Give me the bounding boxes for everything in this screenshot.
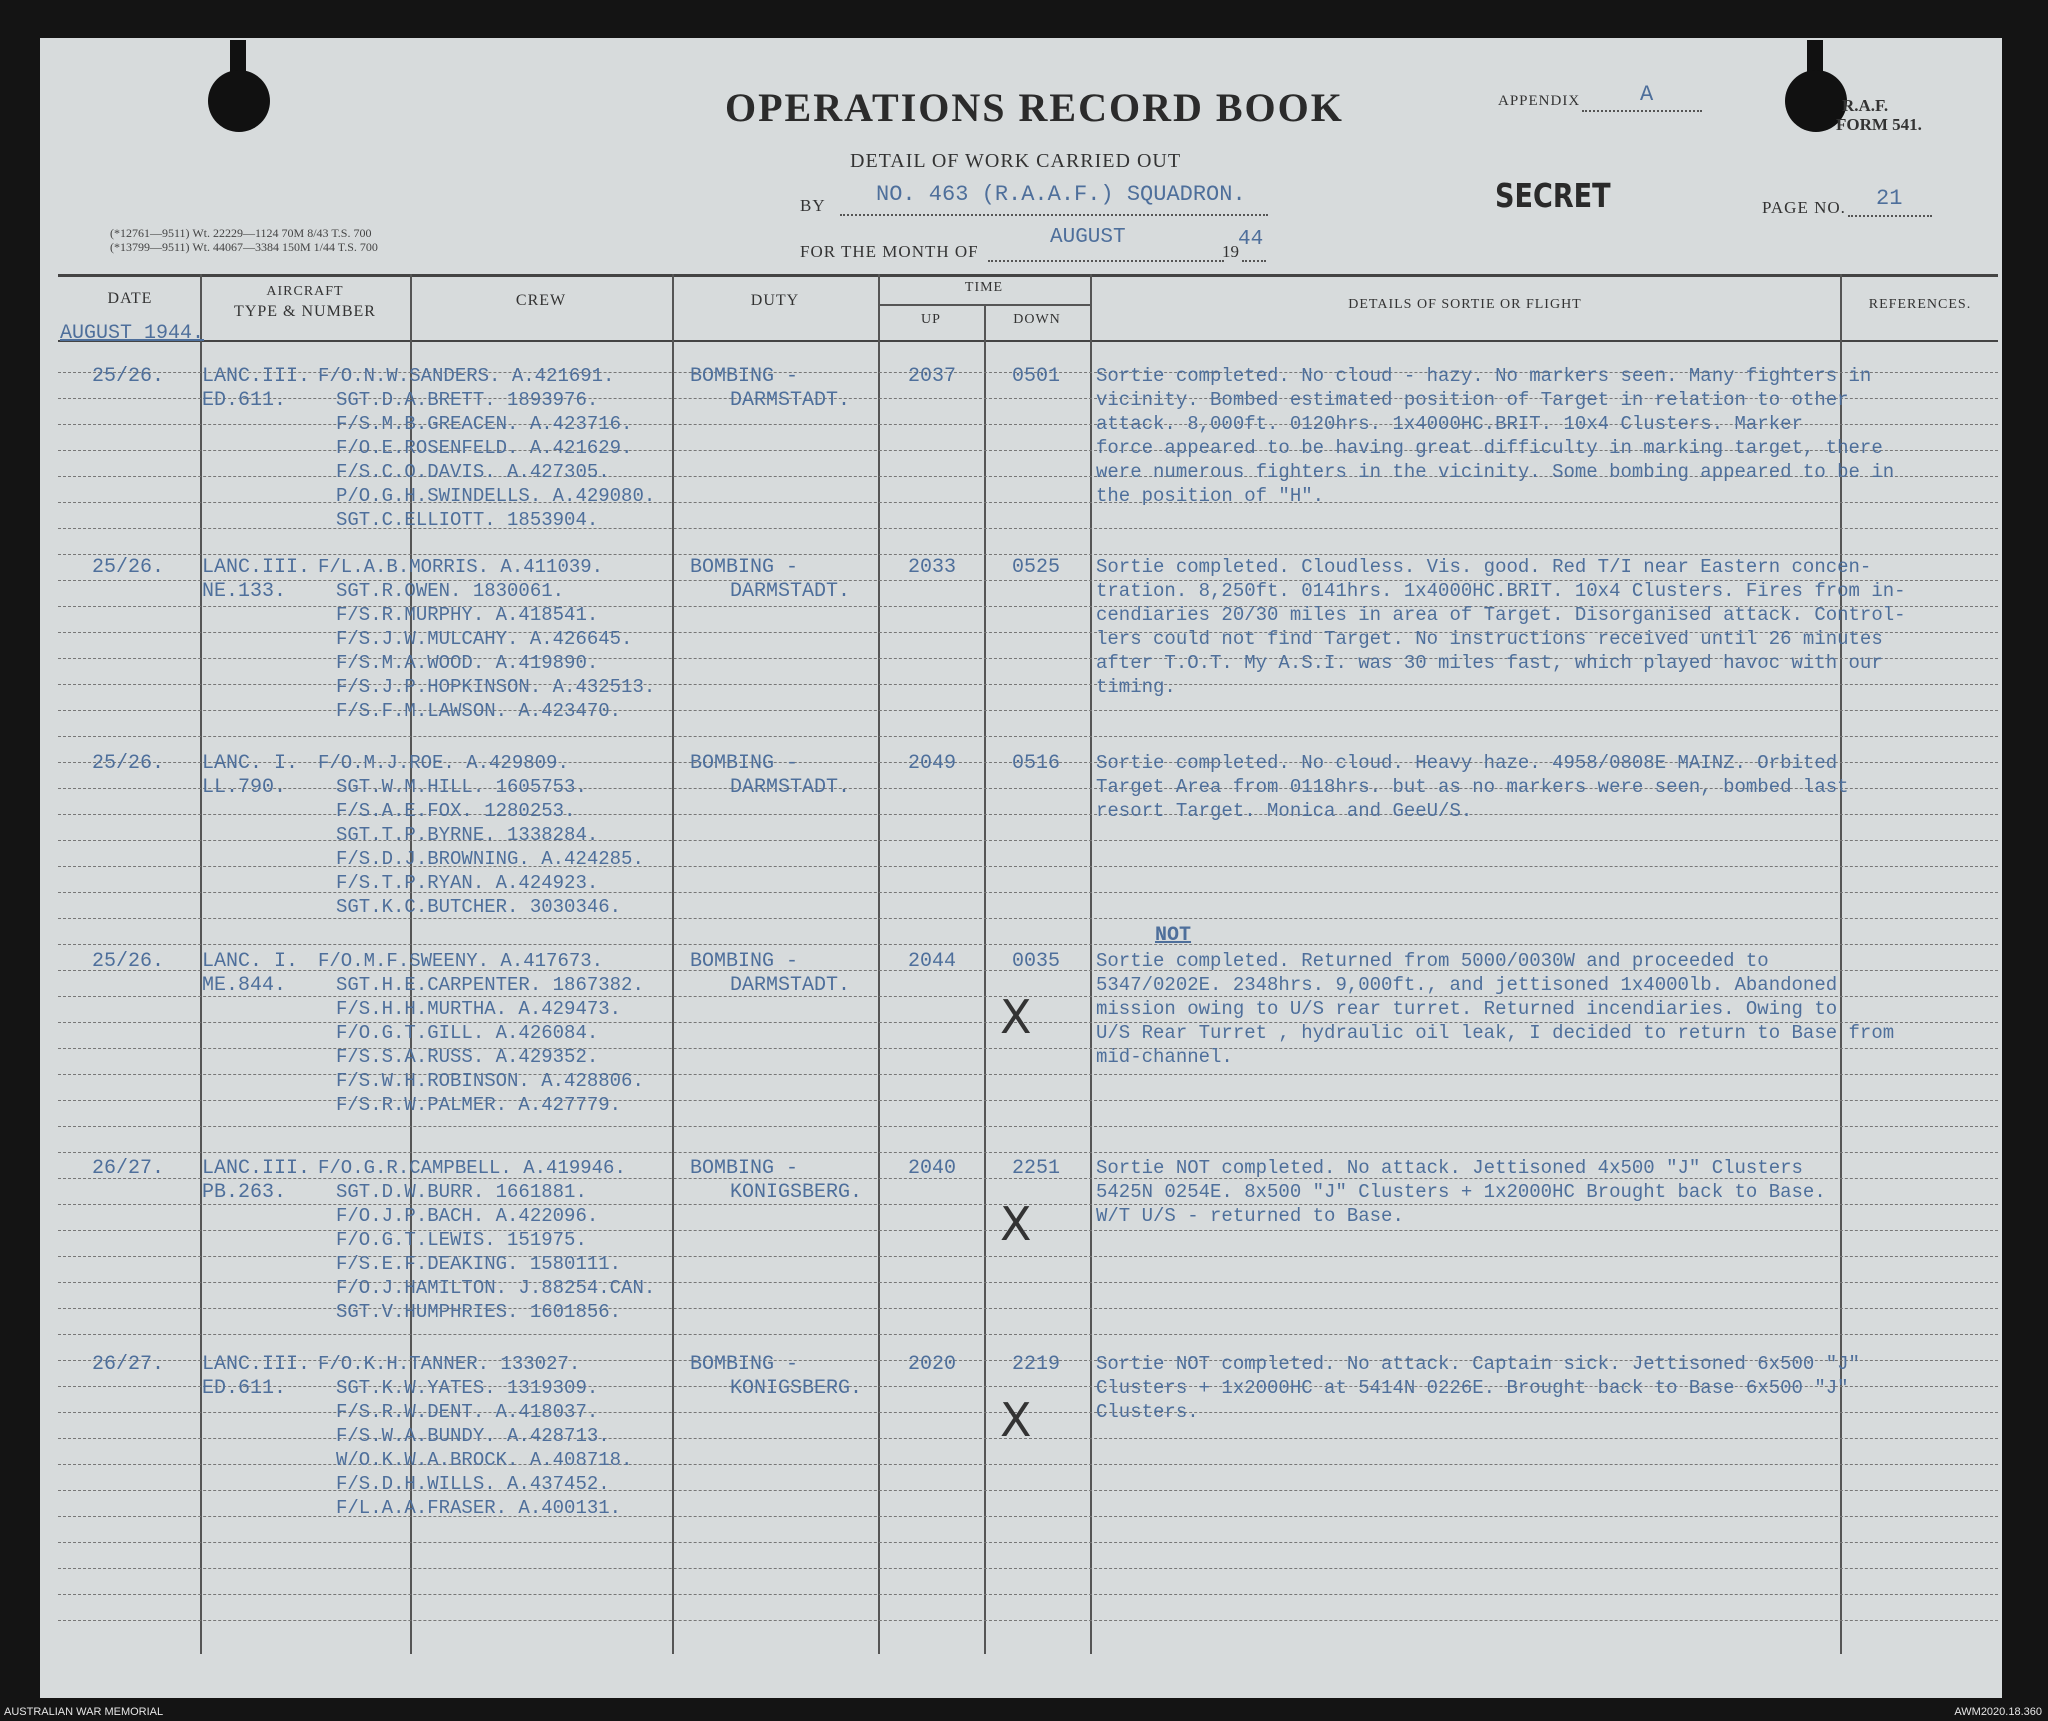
page-number-dots	[1848, 215, 1932, 217]
crew-member: P/O.G.H.SWINDELLS. A.429080.	[336, 485, 656, 507]
col-header-crew: CREW	[515, 292, 567, 309]
crew-member: F/S.M.B.GREACEN. A.423716.	[336, 413, 633, 435]
crew-member: SGT.D.A.BRETT. 1893976.	[336, 389, 599, 411]
details-line: 5347/0202E. 2348hrs. 9,000ft., and jettisoned 1x4000lb. Abandoned	[1096, 974, 1838, 996]
table-top-border	[58, 274, 1998, 277]
year-dots	[1242, 260, 1266, 262]
details-line: after T.O.T. My A.S.I. was 30 miles fast, which played havoc with our	[1096, 652, 1883, 674]
by-label: BY	[800, 196, 826, 215]
crew-member: F/S.C.O.DAVIS. A.427305.	[336, 461, 610, 483]
aircraft-line: ED.611.	[202, 1377, 287, 1400]
year-prefix: 19	[1222, 242, 1239, 261]
duty-line: BOMBING -	[690, 365, 799, 388]
ruled-line	[58, 944, 1998, 945]
time-up: 2020	[908, 1353, 957, 1376]
col-header-references: REFERENCES.	[1868, 297, 1972, 312]
details-line: Sortie NOT completed. No attack. Jettisoned 4x500 "J" Clusters	[1096, 1157, 1803, 1179]
crew-member: F/O.G.T.GILL. A.426084.	[336, 1022, 599, 1044]
time-up: 2049	[908, 752, 957, 775]
duty-line: BOMBING -	[690, 556, 799, 579]
details-line: Sortie NOT completed. No attack. Captain sick. Jettisoned 6x500 "J"	[1096, 1353, 1860, 1375]
duty-line: DARMSTADT.	[730, 776, 851, 799]
time-down: 0035	[1012, 950, 1061, 973]
aircraft-line: LANC. I.	[202, 950, 299, 973]
page-number-label: PAGE NO.	[1762, 198, 1846, 217]
time-up: 2037	[908, 365, 957, 388]
entry-date: 25/26.	[92, 752, 165, 775]
crew-member: F/O.G.R.CAMPBELL. A.419946.	[318, 1157, 626, 1179]
col-header-details: DETAILS OF SORTIE OR FLIGHT	[1348, 297, 1582, 312]
crew-member: F/O.M.J.ROE. A.429809.	[318, 752, 569, 774]
reference-mark: X	[1000, 1197, 1032, 1251]
col-divider-time	[984, 304, 986, 1654]
duty-line: KONIGSBERG.	[730, 1377, 863, 1400]
form-label-number: FORM 541.	[1836, 115, 1922, 134]
crew-member: F/O.N.W.SANDERS. A.421691.	[318, 365, 615, 387]
appendix-dots	[1582, 110, 1702, 112]
col-header-time: TIME	[964, 280, 1004, 295]
time-down: 2251	[1012, 1157, 1061, 1180]
footer-accession: AWM2020.18.360	[1954, 1706, 2042, 1718]
duty-line: DARMSTADT.	[730, 974, 851, 997]
duty-line: BOMBING -	[690, 1353, 799, 1376]
entry-date: 26/27.	[92, 1157, 165, 1180]
crew-member: SGT.V.HUMPHRIES. 1601856.	[336, 1301, 622, 1323]
ruled-line	[58, 1126, 1998, 1127]
secret-stamp: SECRET	[1495, 176, 1611, 215]
print-code-line-2: (*13799—9511) Wt. 44067—3384 150M 1/44 T.S. 700	[110, 240, 378, 254]
month-value: AUGUST	[1050, 226, 1126, 249]
page-subtitle: DETAIL OF WORK CARRIED OUT	[850, 150, 1182, 172]
crew-member: F/O.K.H.TANNER. 133027.	[318, 1353, 581, 1375]
crew-member: F/S.H.H.MURTHA. A.429473.	[336, 998, 622, 1020]
crew-member: F/S.R.W.PALMER. A.427779.	[336, 1094, 622, 1116]
header-bottom-border	[58, 340, 1998, 342]
crew-member: SGT.K.C.BUTCHER. 3030346.	[336, 896, 622, 918]
aircraft-line: LANC.III.	[202, 1157, 311, 1180]
col-header-date: DATE	[107, 290, 153, 307]
crew-member: F/S.E.F.DEAKING. 1580111.	[336, 1253, 622, 1275]
squadron-value: NO. 463 (R.A.A.F.) SQUADRON.	[876, 182, 1246, 207]
entry-date: 25/26.	[92, 950, 165, 973]
details-line: W/T U/S - returned to Base.	[1096, 1205, 1404, 1227]
crew-member: SGT.T.P.BYRNE. 1338284.	[336, 824, 599, 846]
time-up: 2033	[908, 556, 957, 579]
crew-member: F/S.F.M.LAWSON. A.423470.	[336, 700, 622, 722]
month-label: FOR THE MONTH OF	[800, 242, 979, 261]
time-down: 0516	[1012, 752, 1061, 775]
details-line: mid-channel.	[1096, 1046, 1233, 1068]
crew-member: SGT.W.M.HILL. 1605753.	[336, 776, 587, 798]
aircraft-line: LANC. I.	[202, 752, 299, 775]
details-line: Sortie completed. No cloud. Heavy haze. 4958/0808E MAINZ. Orbited	[1096, 752, 1838, 774]
period-heading: AUGUST 1944.	[60, 322, 205, 345]
crew-member: F/S.W.H.ROBINSON. A.428806.	[336, 1070, 644, 1092]
ruled-line	[58, 1568, 1998, 1569]
col-header-duty: DUTY	[750, 292, 800, 309]
crew-member: F/S.R.MURPHY. A.418541.	[336, 604, 599, 626]
details-line: attack. 8,000ft. 0120hrs. 1x4000HC.BRIT. 10x4 Clusters. Marker	[1096, 413, 1803, 435]
crew-member: F/S.D.H.WILLS. A.437452.	[336, 1473, 610, 1495]
details-line: Sortie completed. Cloudless. Vis. good. Red T/I near Eastern concen-	[1096, 556, 1872, 578]
aircraft-line: NE.133.	[202, 580, 287, 603]
by-dots	[840, 214, 1268, 216]
crew-member: W/O.K.W.A.BROCK. A.408718.	[336, 1449, 633, 1471]
aircraft-line: ED.611.	[202, 389, 287, 412]
col-header-aircraft-type: TYPE & NUMBER	[234, 303, 376, 320]
crew-member: F/S.M.A.WOOD. A.419890.	[336, 652, 599, 674]
ruled-line	[58, 736, 1998, 737]
year-value: 44	[1238, 228, 1264, 251]
print-code-line-1: (*12761—9511) Wt. 22229—1124 70M 8/43 T.S. 700	[110, 226, 372, 240]
crew-member: F/L.A.A.FRASER. A.400131.	[336, 1497, 622, 1519]
crew-member: SGT.H.E.CARPENTER. 1867382.	[336, 974, 644, 996]
ruled-line	[58, 918, 1998, 919]
details-line: Clusters.	[1096, 1401, 1199, 1423]
entry-date: 25/26.	[92, 556, 165, 579]
ruled-line	[58, 1620, 1998, 1621]
aircraft-line: LL.790.	[202, 776, 287, 799]
ruled-line	[58, 1594, 1998, 1595]
footer-credit: AUSTRALIAN WAR MEMORIAL	[4, 1706, 164, 1718]
duty-line: BOMBING -	[690, 950, 799, 973]
time-down: 0525	[1012, 556, 1061, 579]
time-down: 0501	[1012, 365, 1061, 388]
crew-member: F/O.J.HAMILTON. J.88254.CAN.	[336, 1277, 656, 1299]
details-line: tration. 8,250ft. 0141hrs. 1x4000HC.BRIT. 10x4 Clusters. Fires from in-	[1096, 580, 1906, 602]
col-header-down: DOWN	[1013, 312, 1061, 327]
details-line: vicinity. Bombed estimated position of Target in relation to other	[1096, 389, 1849, 411]
details-line: 5425N 0254E. 8x500 "J" Clusters + 1x2000HC Brought back to Base.	[1096, 1181, 1826, 1203]
crew-member: F/S.R.W.DENT. A.418037.	[336, 1401, 599, 1423]
crew-member: F/S.A.E.FOX. 1280253.	[336, 800, 576, 822]
details-line: force appeared to be having great difficulty in marking target, there	[1096, 437, 1883, 459]
details-line: Target Area from 0118hrs. but as no markers were seen, bombed last	[1096, 776, 1849, 798]
aircraft-line: LANC.III.	[202, 1353, 311, 1376]
col-divider-down	[1090, 274, 1092, 1654]
crew-member: SGT.D.W.BURR. 1661881.	[336, 1181, 587, 1203]
details-line: Sortie completed. No cloud - hazy. No markers seen. Many fighters in	[1096, 365, 1872, 387]
entry-date: 26/27.	[92, 1353, 165, 1376]
crew-member: F/S.T.P.RYAN. A.424923.	[336, 872, 599, 894]
appendix-value: A	[1640, 82, 1654, 107]
reference-mark: X	[1000, 1393, 1032, 1447]
col-divider-duty	[878, 274, 880, 1654]
crew-member: F/O.J.P.BACH. A.422096.	[336, 1205, 599, 1227]
binder-hole-left	[208, 70, 270, 132]
details-line: were numerous fighters in the vicinity. Some bombing appeared to be in	[1096, 461, 1895, 483]
ruled-line	[58, 1152, 1998, 1153]
crew-member: SGT.C.ELLIOTT. 1853904.	[336, 509, 599, 531]
crew-member: F/O.E.ROSENFELD. A.421629.	[336, 437, 633, 459]
crew-member: F/S.W.A.BUNDY. A.428713.	[336, 1425, 610, 1447]
col-header-up: UP	[921, 312, 941, 327]
duty-line: BOMBING -	[690, 1157, 799, 1180]
crew-member: F/L.A.B.MORRIS. A.411039.	[318, 556, 604, 578]
appendix-label: APPENDIX	[1498, 93, 1581, 109]
aircraft-line: LANC.III.	[202, 365, 311, 388]
duty-line: DARMSTADT.	[730, 389, 851, 412]
ruled-line	[58, 554, 1998, 555]
details-line: mission owing to U/S rear turret. Returned incendiaries. Owing to	[1096, 998, 1838, 1020]
details-line: resort Target. Monica and GeeU/S.	[1096, 800, 1473, 822]
details-line: cendiaries 20/30 miles in area of Target. Disorganised attack. Control-	[1096, 604, 1906, 626]
time-up: 2040	[908, 1157, 957, 1180]
aircraft-line: PB.263.	[202, 1181, 287, 1204]
col-divider-crew	[672, 274, 674, 1654]
reference-mark: X	[1000, 990, 1032, 1044]
crew-member: SGT.K.W.YATES. 1319309.	[336, 1377, 599, 1399]
details-line: the position of "H".	[1096, 485, 1325, 507]
entry-date: 25/26.	[92, 365, 165, 388]
crew-member: F/S.S.A.RUSS. A.429352.	[336, 1046, 599, 1068]
time-down: 2219	[1012, 1353, 1061, 1376]
details-line: Clusters + 1x2000HC at 5414N 0226E. Brought back to Base 6x500 "J"	[1096, 1377, 1849, 1399]
aircraft-line: LANC.III.	[202, 556, 311, 579]
details-line: lers could not find Target. No instructions received until 26 minutes	[1096, 628, 1883, 650]
annotation-not: NOT	[1155, 924, 1192, 947]
duty-line: KONIGSBERG.	[730, 1181, 863, 1204]
crew-member: SGT.R.OWEN. 1830061.	[336, 580, 565, 602]
crew-member: F/O.G.T.LEWIS. 151975.	[336, 1229, 587, 1251]
month-dots	[988, 260, 1224, 262]
time-up: 2044	[908, 950, 957, 973]
page-title: OPERATIONS RECORD BOOK	[725, 85, 1344, 130]
crew-member: F/O.M.F.SWEENY. A.417673.	[318, 950, 604, 972]
ruled-line	[58, 1334, 1998, 1335]
duty-line: BOMBING -	[690, 752, 799, 775]
crew-member: F/S.J.P.HOPKINSON. A.432513.	[336, 676, 656, 698]
duty-line: DARMSTADT.	[730, 580, 851, 603]
details-line: U/S Rear Turret , hydraulic oil leak, I decided to return to Base from	[1096, 1022, 1895, 1044]
aircraft-line: ME.844.	[202, 974, 287, 997]
form-label-raf: R.A.F.	[1842, 96, 1889, 115]
crew-member: F/S.J.W.MULCAHY. A.426645.	[336, 628, 633, 650]
col-header-aircraft: AIRCRAFT	[266, 284, 344, 299]
crew-member: F/S.D.J.BROWNING. A.424285.	[336, 848, 644, 870]
details-line: Sortie completed. Returned from 5000/0030W and proceeded to	[1096, 950, 1769, 972]
page-number-value: 21	[1876, 186, 1903, 211]
details-line: timing.	[1096, 676, 1176, 698]
ruled-line	[58, 1542, 1998, 1543]
